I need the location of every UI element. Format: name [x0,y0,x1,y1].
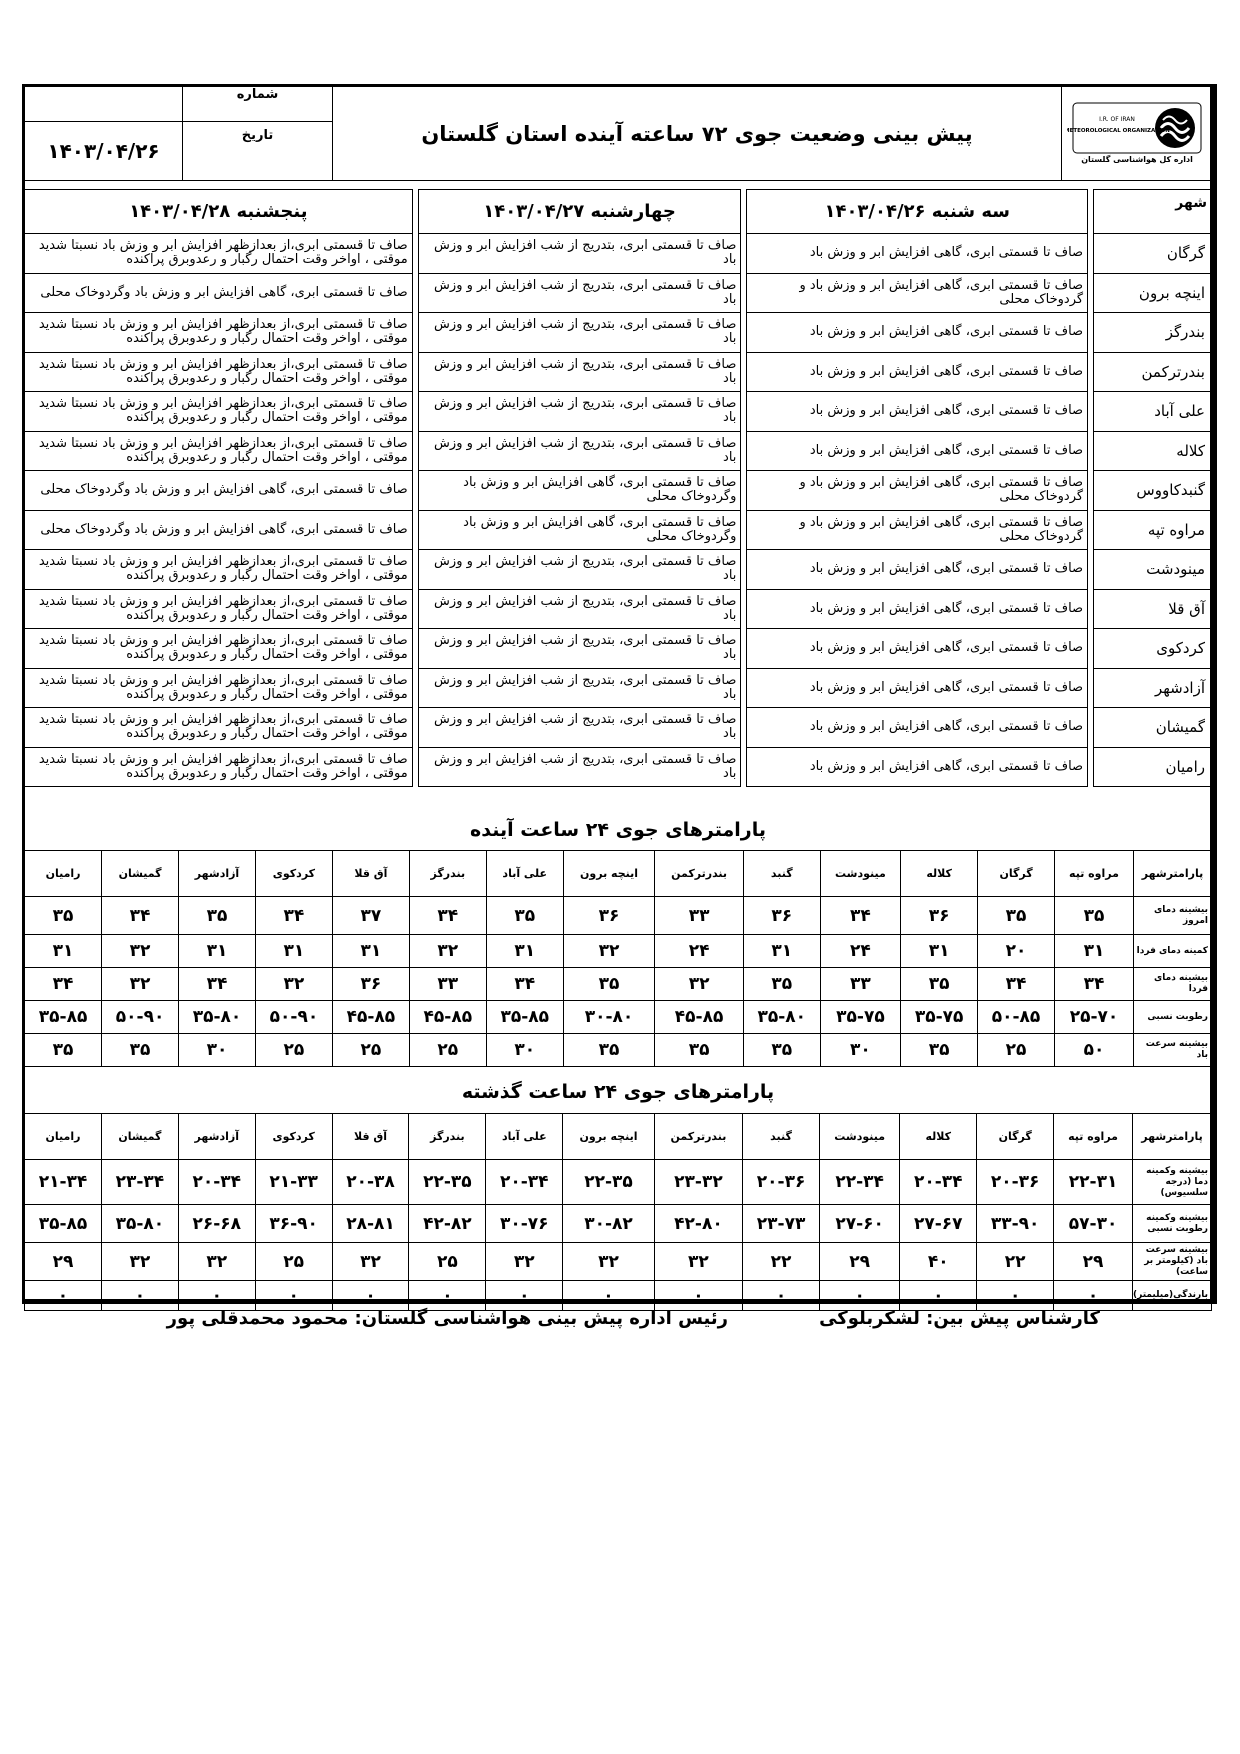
forecast-day3: صاف تا قسمتی ابری،از بعدازظهر افزایش ابر و وزش باد نسبتا شدید موقتی ، اواخر وقت احتمال رگبار و رعدوبرق پراکنده [25,550,413,590]
parameter-value: ۲۳-۷۳ [743,1205,820,1243]
parameter-label: بیشینه وکمینه دما (درجه سلسیوس) [1133,1160,1212,1205]
parameter-value: ۳۲ [178,1243,255,1281]
parameter-value: ۲۳-۳۴ [101,1160,178,1205]
city-column-header: آق قلا [332,851,409,897]
parameter-value: ۳۳ [409,968,486,1001]
number-value [25,87,183,122]
parameter-value: ۲۰ [978,935,1055,968]
parameter-value: ۲۵ [978,1034,1055,1067]
city-name: آزادشهر [1094,668,1212,708]
parameter-value: ۰ [486,1281,563,1311]
city-column-header: مینودشت [819,1114,899,1160]
parameter-label: بیشینه دمای فردا [1134,968,1212,1001]
parameter-value: ۳۶ [743,897,820,935]
parameter-value: ۲۹ [25,1243,102,1281]
parameter-value: ۳۳ [655,897,743,935]
parameter-value: ۳۲ [102,935,179,968]
city-name: بندرگز [1094,313,1212,353]
parameter-label: بیشینه وکمینه رطوبت نسبی [1133,1205,1212,1243]
parameter-value: ۳۷ [332,897,409,935]
parameter-row [25,1160,1212,1205]
forecast-day3: صاف تا قسمتی ابری،از بعدازظهر افزایش ابر و وزش باد نسبتا شدید موقتی ، اواخر وقت احتمال رگبار و رعدوبرق پراکنده [25,589,413,629]
forecast-day1: صاف تا قسمتی ابری، گاهی افزایش ابر و وزش باد [747,708,1088,748]
parameter-label: کمینه دمای فردا [1134,935,1212,968]
parameter-value: ۳۱ [743,935,820,968]
city-column-header: کردکوی [255,1114,332,1160]
parameter-value: ۳۳ [820,968,900,1001]
page-title: پیش بینی وضعیت جوی ۷۲ ساعته آینده استان گلستان [333,87,1062,181]
forecast-day1: صاف تا قسمتی ابری، گاهی افزایش ابر و وزش باد [747,431,1088,471]
city-column-header: آق قلا [332,1114,409,1160]
forecast-day3: صاف تا قسمتی ابری، گاهی افزایش ابر و وزش باد وگردوخاک محلی [25,273,413,313]
parameter-value: ۳۰-۸۲ [563,1205,655,1243]
city-column-header: گنبد [743,1114,820,1160]
parameter-value: ۰ [1054,1281,1133,1311]
forecast-day3: صاف تا قسمتی ابری،از بعدازظهر افزایش ابر و وزش باد نسبتا شدید موقتی ، اواخر وقت احتمال رگبار و رعدوبرق پراکنده [25,352,413,392]
parameter-value: ۲۲-۳۱ [1054,1160,1133,1205]
parameter-value: ۳۵ [486,897,563,935]
parameter-value: ۲۲-۳۵ [563,1160,655,1205]
city-column-header: گمیشان [101,1114,178,1160]
parameter-value: ۳۵-۸۰ [101,1205,178,1243]
forecast-day2: صاف تا قسمتی ابری، بتدریج از شب افزایش ابر و وزش باد [418,668,741,708]
forecast-row [25,708,1212,748]
parameter-value: ۳۴ [25,968,102,1001]
forecast-day1: صاف تا قسمتی ابری، گاهی افزایش ابر و وزش باد [747,747,1088,787]
parameter-value: ۲۰-۳۴ [486,1160,563,1205]
parameter-value: ۴۲-۸۰ [654,1205,742,1243]
parameter-value: ۳۵ [179,897,256,935]
parameter-value: ۳۰ [179,1034,256,1067]
parameter-value: ۳۵-۷۵ [901,1001,978,1034]
forecast-row [25,392,1212,432]
parameter-value: ۳۲ [486,1243,563,1281]
forecast-body [25,234,1212,787]
parameter-value: ۳۵ [655,1034,743,1067]
parameter-value: ۵۷-۳۰ [1054,1205,1133,1243]
forecast-day2: صاف تا قسمتی ابری، بتدریج از شب افزایش ابر و وزش باد [418,352,741,392]
parameter-value: ۰ [743,1281,820,1311]
header-table [24,86,1212,181]
date-label: تاریخ [183,121,333,180]
forecast-day1: صاف تا قسمتی ابری، گاهی افزایش ابر و وزش باد [747,352,1088,392]
forecast-day3: صاف تا قسمتی ابری،از بعدازظهر افزایش ابر و وزش باد نسبتا شدید موقتی ، اواخر وقت احتمال رگبار و رعدوبرق پراکنده [25,392,413,432]
parameter-value: ۳۵ [102,1034,179,1067]
forecast-table [24,189,1212,787]
parameter-value: ۲۵ [332,1034,409,1067]
parameter-value: ۲۰-۳۶ [977,1160,1054,1205]
meteorological-organization-logo-icon [1067,99,1207,165]
past24-title: پارامترهای جوی ۲۴ ساعت گذشته [461,1081,775,1103]
parameter-value: ۲۷-۶۰ [819,1205,899,1243]
parameter-value: ۰ [819,1281,899,1311]
forecast-day2: صاف تا قسمتی ابری، بتدریج از شب افزایش ابر و وزش باد [418,234,741,274]
parameter-value: ۳۶ [901,897,978,935]
city-column-header: رامیان [25,851,102,897]
forecast-day3: صاف تا قسمتی ابری،از بعدازظهر افزایش ابر و وزش باد نسبتا شدید موقتی ، اواخر وقت احتمال رگبار و رعدوبرق پراکنده [25,234,413,274]
parameter-value: ۳۰-۷۶ [486,1205,563,1243]
city-column-header: شهر [1094,190,1212,234]
city-column-header: بندرترکمن [655,851,743,897]
parameter-value: ۳۵-۸۰ [743,1001,820,1034]
forecast-row [25,747,1212,787]
parameter-value: ۲۰-۳۸ [332,1160,409,1205]
parameter-value: ۵۰ [1055,1034,1134,1067]
forecast-day2: صاف تا قسمتی ابری، بتدریج از شب افزایش ابر و وزش باد [418,589,741,629]
city-name: کردکوی [1094,629,1212,669]
past24-table [24,1113,1212,1311]
parameter-value: ۳۲ [101,1243,178,1281]
parameter-value: ۳۵ [978,897,1055,935]
parameter-label: بارندگی(میلیمتر) [1133,1281,1212,1311]
forecast-day3: صاف تا قسمتی ابری،از بعدازظهر افزایش ابر و وزش باد نسبتا شدید موقتی ، اواخر وقت احتمال رگبار و رعدوبرق پراکنده [25,668,413,708]
parameter-value: ۲۵ [409,1034,486,1067]
head-name: رئیس اداره پیش بینی هواشناسی گلستان: محمود محمدقلی پور [166,1308,728,1329]
forecast-day2: صاف تا قسمتی ابری، بتدریج از شب افزایش ابر و وزش باد [418,431,741,471]
parameter-value: ۳۴ [820,897,900,935]
next24-title: پارامترهای جوی ۲۴ ساعت آینده [470,819,766,841]
city-column-header: علی آباد [486,851,563,897]
parameter-value: ۳۲ [102,968,179,1001]
forecast-row [25,550,1212,590]
forecast-day3: صاف تا قسمتی ابری،از بعدازظهر افزایش ابر و وزش باد نسبتا شدید موقتی ، اواخر وقت احتمال رگبار و رعدوبرق پراکنده [25,431,413,471]
parameter-value: ۳۱ [25,935,102,968]
city-column-header: گرگان [977,1114,1054,1160]
parameter-value: ۲۵-۷۰ [1055,1001,1134,1034]
parameter-value: ۳۳-۹۰ [977,1205,1054,1243]
parameter-value: ۳۵ [743,968,820,1001]
parameter-value: ۲۱-۳۳ [255,1160,332,1205]
parameter-corner-header: پارامترشهر [1134,851,1212,897]
parameter-value: ۲۶-۶۸ [178,1205,255,1243]
city-column-header: مراوه تپه [1054,1114,1133,1160]
parameter-value: ۳۴ [978,968,1055,1001]
parameter-corner-header: پارامترشهر [1133,1114,1212,1160]
parameter-value: ۳۲ [255,968,332,1001]
parameter-value: ۰ [255,1281,332,1311]
parameter-label: بیشینه دمای امروز [1134,897,1212,935]
parameter-value: ۲۲-۳۴ [819,1160,899,1205]
forecast-row [25,431,1212,471]
parameter-value: ۲۵ [409,1243,486,1281]
parameter-value: ۵۰-۸۵ [978,1001,1055,1034]
logo-org-en: METEOROLOGICAL ORGANIZATION [1066,127,1170,134]
forecast-row [25,234,1212,274]
parameter-value: ۲۴ [820,935,900,968]
parameter-value: ۰ [332,1281,409,1311]
city-column-header: اینچه برون [563,851,655,897]
forecast-day1: صاف تا قسمتی ابری، گاهی افزایش ابر و وزش باد [747,392,1088,432]
forecast-row [25,589,1212,629]
parameter-value: ۲۱-۳۴ [25,1160,102,1205]
forecast-row [25,273,1212,313]
parameter-row [25,968,1212,1001]
forecast-day1: صاف تا قسمتی ابری، گاهی افزایش ابر و وزش باد [747,234,1088,274]
forecast-day3: صاف تا قسمتی ابری، گاهی افزایش ابر و وزش باد وگردوخاک محلی [25,510,413,550]
parameter-value: ۰ [409,1281,486,1311]
forecast-day2: صاف تا قسمتی ابری، بتدریج از شب افزایش ابر و وزش باد [418,747,741,787]
forecast-day1: صاف تا قسمتی ابری، گاهی افزایش ابر و وزش باد [747,589,1088,629]
parameter-value: ۰ [563,1281,655,1311]
parameter-value: ۳۵ [25,897,102,935]
parameter-value: ۳۱ [255,935,332,968]
city-name: کلاله [1094,431,1212,471]
city-column-header: مراوه تپه [1055,851,1134,897]
day-header-2: چهارشنبه ۱۴۰۳/۰۴/۲۷ [418,190,741,234]
parameter-value: ۲۰-۳۴ [900,1160,977,1205]
forecast-row [25,629,1212,669]
parameter-value: ۰ [977,1281,1054,1311]
forecast-day1: صاف تا قسمتی ابری، گاهی افزایش ابر و وزش باد [747,629,1088,669]
forecast-day3: صاف تا قسمتی ابری،از بعدازظهر افزایش ابر و وزش باد نسبتا شدید موقتی ، اواخر وقت احتمال رگبار و رعدوبرق پراکنده [25,629,413,669]
forecast-day3: صاف تا قسمتی ابری،از بعدازظهر افزایش ابر و وزش باد نسبتا شدید موقتی ، اواخر وقت احتمال رگبار و رعدوبرق پراکنده [25,708,413,748]
forecast-day3: صاف تا قسمتی ابری، گاهی افزایش ابر و وزش باد وگردوخاک محلی [25,471,413,511]
date-value: ۱۴۰۳/۰۴/۲۶ [25,121,183,180]
forecast-day1: صاف تا قسمتی ابری، گاهی افزایش ابر و وزش باد و گردوخاک محلی [747,471,1088,511]
parameter-value: ۳۶-۹۰ [255,1205,332,1243]
parameter-value: ۴۲-۸۲ [409,1205,486,1243]
forecast-day3: صاف تا قسمتی ابری،از بعدازظهر افزایش ابر و وزش باد نسبتا شدید موقتی ، اواخر وقت احتمال رگبار و رعدوبرق پراکنده [25,747,413,787]
logo-cell [1062,87,1212,181]
parameter-value: ۳۵ [563,1034,655,1067]
forecast-day2: صاف تا قسمتی ابری، بتدریج از شب افزایش ابر و وزش باد [418,273,741,313]
parameter-value: ۳۲ [563,1243,655,1281]
city-name: آق قلا [1094,589,1212,629]
parameter-value: ۴۵-۸۵ [409,1001,486,1034]
forecast-day1: صاف تا قسمتی ابری، گاهی افزایش ابر و وزش باد و گردوخاک محلی [747,510,1088,550]
parameter-value: ۳۴ [255,897,332,935]
parameter-value: ۴۵-۸۵ [655,1001,743,1034]
forecast-day1: صاف تا قسمتی ابری، گاهی افزایش ابر و وزش باد و گردوخاک محلی [747,273,1088,313]
parameter-value: ۳۵ [563,968,655,1001]
city-column-header: بندرترکمن [654,1114,742,1160]
city-column-header: کلاله [900,1114,977,1160]
parameter-value: ۲۰-۳۶ [743,1160,820,1205]
parameter-value: ۳۴ [486,968,563,1001]
parameter-value: ۲۰-۳۴ [178,1160,255,1205]
city-name: مراوه تپه [1094,510,1212,550]
parameter-value: ۳۵ [1055,897,1134,935]
forecast-day2: صاف تا قسمتی ابری، گاهی افزایش ابر و وزش باد وگردوخاک محلی [418,471,741,511]
parameter-label: رطوبت نسبی [1134,1001,1212,1034]
parameter-value: ۳۲ [655,968,743,1001]
parameter-value: ۳۰-۸۰ [563,1001,655,1034]
parameter-value: ۲۵ [255,1034,332,1067]
parameter-value: ۵۰-۹۰ [255,1001,332,1034]
parameter-value: ۳۴ [179,968,256,1001]
forecast-day1: صاف تا قسمتی ابری، گاهی افزایش ابر و وزش باد [747,313,1088,353]
forecast-day3: صاف تا قسمتی ابری،از بعدازظهر افزایش ابر و وزش باد نسبتا شدید موقتی ، اواخر وقت احتمال رگبار و رعدوبرق پراکنده [25,313,413,353]
city-column-header: کردکوی [255,851,332,897]
city-column-header: بندرگز [409,1114,486,1160]
city-column-header: علی آباد [486,1114,563,1160]
parameter-value: ۰ [25,1281,102,1311]
parameter-value: ۲۳-۳۲ [654,1160,742,1205]
city-column-header: اینچه برون [563,1114,655,1160]
parameter-row [25,1001,1212,1034]
forecast-day1: صاف تا قسمتی ابری، گاهی افزایش ابر و وزش باد [747,550,1088,590]
city-name: گرگان [1094,234,1212,274]
forecast-day2: صاف تا قسمتی ابری، گاهی افزایش ابر و وزش باد وگردوخاک محلی [418,510,741,550]
city-name: گمیشان [1094,708,1212,748]
parameter-value: ۲۹ [1054,1243,1133,1281]
parameter-label: بیشینه سرعت باد (کیلومتر بر ساعت) [1133,1243,1212,1281]
city-column-header: رامیان [25,1114,102,1160]
city-column-header: کلاله [901,851,978,897]
city-column-header: آزادشهر [178,1114,255,1160]
forecast-day2: صاف تا قسمتی ابری، بتدریج از شب افزایش ابر و وزش باد [418,392,741,432]
forecaster-name: کارشناس پیش بین: لشکربلوکی [819,1308,1100,1329]
parameter-row [25,897,1212,935]
forecast-row [25,352,1212,392]
city-column-header: مینودشت [820,851,900,897]
parameter-value: ۳۵-۸۰ [179,1001,256,1034]
forecast-day2: صاف تا قسمتی ابری، بتدریج از شب افزایش ابر و وزش باد [418,629,741,669]
parameter-value: ۳۵ [901,968,978,1001]
parameter-value: ۰ [900,1281,977,1311]
parameter-row [25,1243,1212,1281]
forecast-row [25,668,1212,708]
parameter-value: ۳۵ [743,1034,820,1067]
parameter-value: ۳۵ [901,1034,978,1067]
number-label: شماره [183,87,333,122]
parameter-row [25,1281,1212,1311]
city-name: اینچه برون [1094,273,1212,313]
parameter-value: ۰ [178,1281,255,1311]
day-header-1: سه شنبه ۱۴۰۳/۰۴/۲۶ [747,190,1088,234]
parameter-value: ۳۲ [654,1243,742,1281]
forecast-day1: صاف تا قسمتی ابری، گاهی افزایش ابر و وزش باد [747,668,1088,708]
parameter-value: ۴۰ [900,1243,977,1281]
parameter-value: ۴۵-۸۵ [332,1001,409,1034]
city-column-header: گرگان [978,851,1055,897]
parameter-label: بیشینه سرعت باد [1134,1034,1212,1067]
parameter-value: ۳۱ [901,935,978,968]
parameter-value: ۲۲ [977,1243,1054,1281]
parameter-value: ۳۱ [1055,935,1134,968]
logo-text: اداره کل هواشناسی گلستان [1080,154,1193,164]
city-name: بندرترکمن [1094,352,1212,392]
parameter-value: ۳۰ [486,1034,563,1067]
forecast-day2: صاف تا قسمتی ابری، بتدریج از شب افزایش ابر و وزش باد [418,550,741,590]
parameter-value: ۳۵-۸۵ [25,1205,102,1243]
parameter-value: ۲۸-۸۱ [332,1205,409,1243]
city-name: علی آباد [1094,392,1212,432]
parameter-value: ۳۰ [820,1034,900,1067]
parameter-row [25,1205,1212,1243]
parameter-value: ۳۴ [409,897,486,935]
parameter-value: ۳۱ [179,935,256,968]
parameter-row [25,1034,1212,1067]
parameter-value: ۳۱ [332,935,409,968]
forecast-row [25,313,1212,353]
parameter-value: ۳۴ [1055,968,1134,1001]
parameter-value: ۳۲ [409,935,486,968]
parameter-value: ۲۲ [743,1243,820,1281]
parameter-value: ۲۴ [655,935,743,968]
parameter-value: ۳۶ [563,897,655,935]
forecast-row [25,471,1212,511]
parameter-value: ۲۵ [255,1243,332,1281]
parameter-value: ۳۶ [332,968,409,1001]
parameter-value: ۳۵-۸۵ [486,1001,563,1034]
next24-table [24,850,1212,1067]
parameter-value: ۲۷-۶۷ [900,1205,977,1243]
parameter-value: ۳۵-۷۵ [820,1001,900,1034]
city-name: رامیان [1094,747,1212,787]
parameter-value: ۳۵-۸۵ [25,1001,102,1034]
forecast-day2: صاف تا قسمتی ابری، بتدریج از شب افزایش ابر و وزش باد [418,708,741,748]
forecast-row [25,510,1212,550]
day-header-3: پنجشنبه ۱۴۰۳/۰۴/۲۸ [25,190,413,234]
parameter-value: ۲۲-۳۵ [409,1160,486,1205]
parameter-value: ۳۴ [102,897,179,935]
city-column-header: آزادشهر [179,851,256,897]
parameter-value: ۳۲ [563,935,655,968]
parameter-value: ۰ [101,1281,178,1311]
parameter-value: ۳۱ [486,935,563,968]
parameter-value: ۵۰-۹۰ [102,1001,179,1034]
city-column-header: بندرگز [409,851,486,897]
parameter-value: ۳۵ [25,1034,102,1067]
parameter-value: ۲۹ [819,1243,899,1281]
city-column-header: گنبد [743,851,820,897]
parameter-row [25,935,1212,968]
parameter-value: ۳۲ [332,1243,409,1281]
city-column-header: گمیشان [102,851,179,897]
city-name: مینودشت [1094,550,1212,590]
logo-country-en: I.R. OF IRAN [1098,115,1135,123]
parameter-value: ۰ [654,1281,742,1311]
city-name: گنبدکاووس [1094,471,1212,511]
forecast-day2: صاف تا قسمتی ابری، بتدریج از شب افزایش ابر و وزش باد [418,313,741,353]
